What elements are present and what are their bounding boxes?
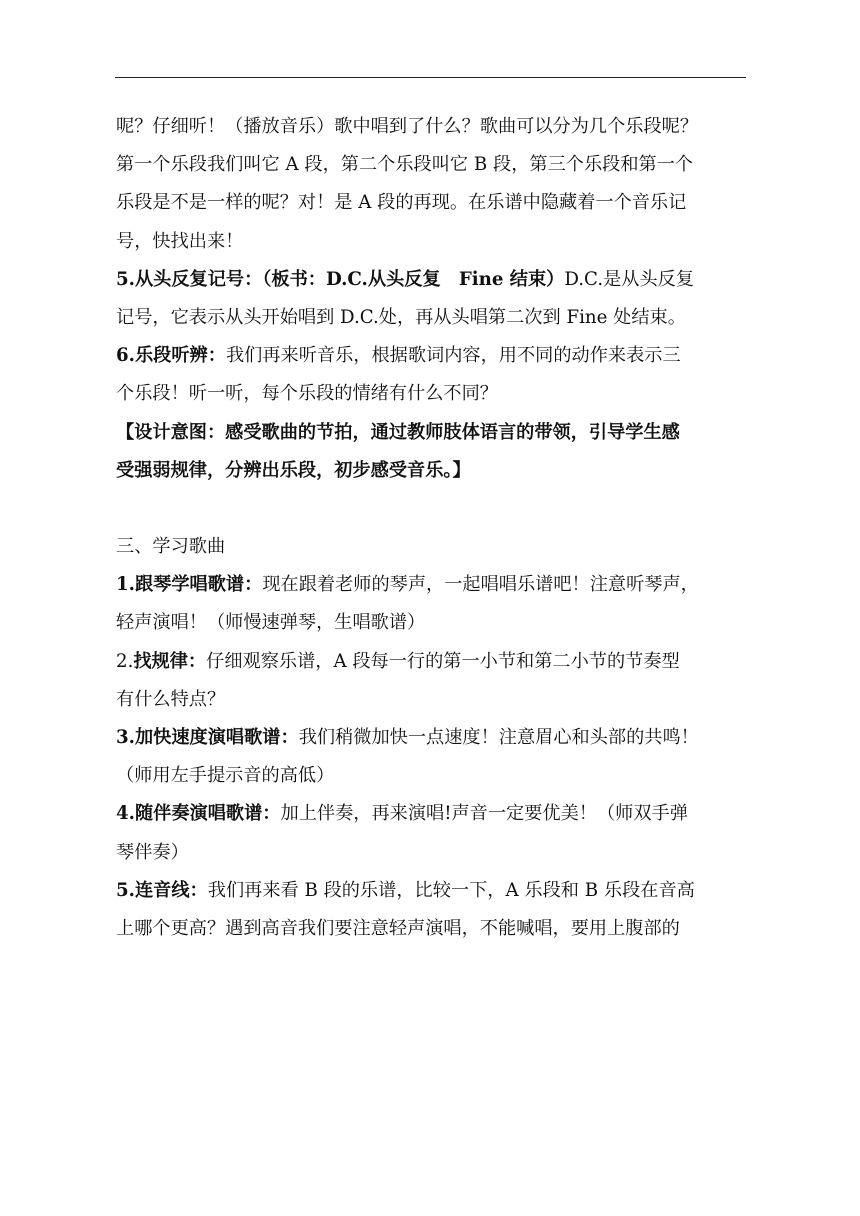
paragraph-line: 记号，它表示从头开始唱到 D.C.处，再从头唱第二次到 Fine 处结束。	[116, 306, 686, 328]
paragraph-line: 轻声演唱！（师慢速弹琴，生唱歌谱）	[116, 612, 426, 634]
step-faster-tempo	[116, 719, 750, 757]
step-number: 2.	[116, 650, 134, 672]
paragraph-line: 琴伴奏）	[116, 841, 189, 863]
step-heading: 找规律：	[133, 650, 207, 672]
blank-line	[116, 490, 750, 528]
paragraph-line: （师用左手提示音的高低）	[116, 765, 335, 787]
header-rule	[115, 77, 746, 78]
step-find-pattern	[116, 643, 750, 681]
paragraph-line: 个乐段！听一听，每个乐段的情绪有什么不同？	[116, 383, 498, 405]
step-text: 我们稍微加快一点速度！注意眉心和头部的共鸣！	[298, 727, 699, 748]
paragraph-line: 乐段是不是一样的呢？对！是 A 段的再现。在乐谱中隐藏着一个音乐记	[116, 192, 687, 214]
step-text: 现在跟着老师的琴声，一起唱唱乐谱吧！注意听琴声，	[262, 574, 699, 596]
document-body	[116, 108, 750, 948]
paragraph-line: 有什么特点？	[116, 688, 226, 710]
step-repeat-sign	[116, 261, 750, 299]
step-text: 我们再来听音乐，根据歌词内容，用不同的动作来表示三	[225, 345, 681, 367]
paragraph-line: 第一个乐段我们叫它 A 段，第二个乐段叫它 B 段，第三个乐段和第一个	[116, 154, 694, 176]
design-intent-line: 【设计意图：感受歌曲的节拍，通过教师肢体语言的带领，引导学生感	[116, 421, 680, 443]
step-text: 加上伴奏，再来演唱!声音一定要优美！（师双手弹	[280, 803, 688, 825]
step-heading: 6.乐段听辨：	[116, 345, 226, 367]
paragraph-line: 呢？仔细听！（播放音乐）歌中唱到了什么？歌曲可以分为几个乐段呢？	[116, 116, 699, 137]
paragraph-line: 上哪个更高？遇到高音我们要注意轻声演唱，不能喊唱，要用上腹部的	[116, 917, 680, 939]
step-text: 仔细观察乐谱，A 段每一行的第一小节和第二小节的节奏型	[206, 650, 680, 672]
section-heading: 三、学习歌曲	[116, 536, 226, 558]
step-slur	[116, 872, 750, 910]
design-intent-line: 受强弱规律，分辨出乐段，初步感受音乐。】	[116, 459, 471, 481]
step-with-accompaniment	[116, 795, 750, 833]
step-follow-piano	[116, 566, 750, 604]
step-heading: 5.连音线：	[116, 879, 208, 901]
step-text: D.C.是从头反复	[564, 268, 695, 290]
step-heading: 4.随伴奏演唱歌谱：	[116, 803, 281, 825]
step-heading: 3.加快速度演唱歌谱：	[116, 727, 299, 748]
step-heading: 1.跟琴学唱歌谱：	[116, 574, 263, 596]
step-section-listening	[116, 337, 750, 375]
paragraph-line: 号，快找出来！	[116, 230, 244, 252]
step-heading: 5.从头反复记号：（板书：D.C.从头反复 Fine 结束）	[116, 268, 565, 290]
step-text: 我们再来看 B 段的乐谱，比较一下，A 乐段和 B 乐段在音高	[207, 879, 695, 901]
